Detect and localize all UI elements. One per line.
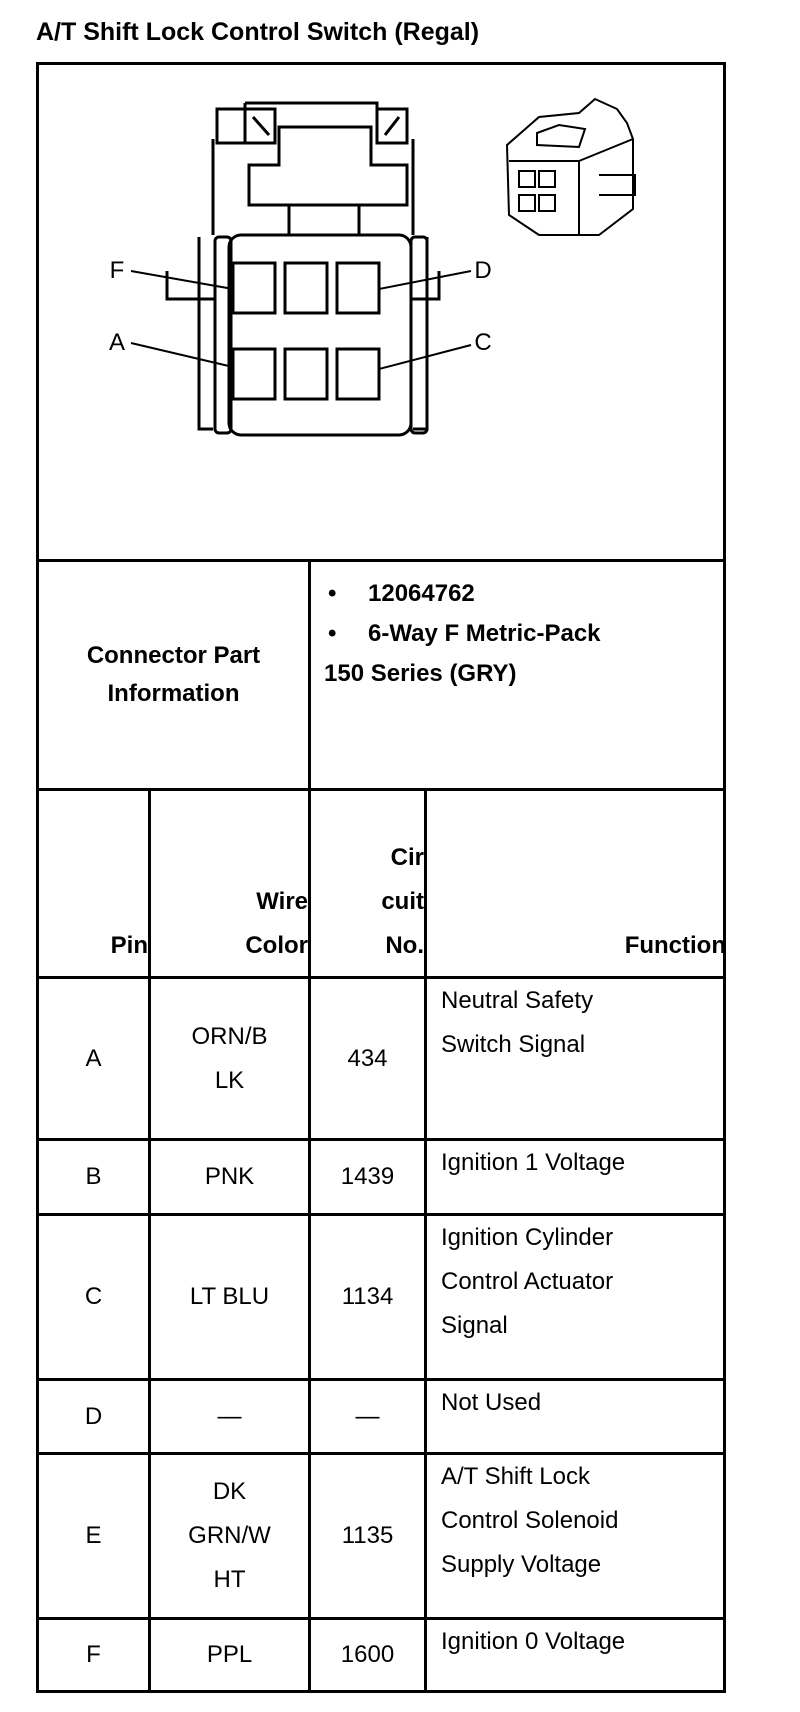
header-circuit-no-text: cuit	[381, 888, 424, 915]
part-number: 12064762	[368, 580, 475, 607]
function-cell-text: Switch Signal	[441, 1031, 586, 1058]
wire-color-cell-text: DK	[212, 1478, 247, 1505]
circuit-no-cell	[311, 1620, 424, 1690]
circuit-no-cell	[311, 1381, 424, 1452]
connector-series: 150 Series (GRY)	[324, 660, 517, 687]
wire-color-cell-text: PPL	[206, 1641, 253, 1668]
wire-color-cell	[151, 1455, 308, 1617]
table-divider	[36, 1690, 726, 1693]
divider	[723, 559, 726, 791]
pin-label-d: D	[474, 257, 492, 284]
pin-cell	[39, 1620, 148, 1690]
header-pin-text: Pin	[110, 932, 148, 959]
header-wire-color-text: Color	[245, 932, 308, 959]
pin-cell-text: F	[86, 1641, 101, 1668]
circuit-no-cell-text: 1439	[340, 1163, 395, 1190]
pin-cell	[39, 1381, 148, 1452]
function-cell	[427, 1216, 726, 1378]
header-wire-color	[151, 791, 308, 976]
pin-label-a: A	[108, 329, 125, 356]
header-pin	[39, 791, 148, 976]
circuit-no-cell-text: 1600	[340, 1641, 395, 1668]
function-cell	[427, 1141, 726, 1213]
connector-face-diagram	[39, 65, 723, 559]
pin-cell	[39, 1141, 148, 1213]
function-cell-text: Control Actuator	[441, 1268, 614, 1295]
function-cell-text: Ignition Cylinder	[441, 1224, 614, 1251]
wire-color-cell-text: GRN/W	[188, 1522, 271, 1549]
wire-color-cell-text: LT BLU	[189, 1283, 270, 1310]
wire-color-cell-text: LK	[214, 1066, 245, 1094]
function-cell-text: A/T Shift Lock	[441, 1463, 590, 1490]
wire-color-cell	[151, 979, 308, 1138]
connector-info-label	[39, 562, 308, 788]
header-function-text: Function	[624, 932, 726, 959]
pin-cell-text: D	[84, 1402, 103, 1430]
page-title: A/T Shift Lock Control Switch (Regal)	[36, 18, 480, 46]
circuit-no-cell-text: 1135	[341, 1522, 394, 1549]
wire-color-cell-text: HT	[213, 1566, 246, 1593]
function-cell-text: Neutral Safety	[441, 987, 594, 1014]
function-cell	[427, 1381, 726, 1452]
list-item: • 6-Way F Metric-Pack	[328, 620, 601, 647]
function-cell	[427, 1455, 726, 1617]
function-cell-text: Ignition 0 Voltage	[441, 1628, 626, 1655]
wire-color-cell	[151, 1381, 308, 1452]
connector-info-list	[324, 574, 601, 694]
connector-diagram-frame	[36, 62, 726, 562]
circuit-no-cell-text: —	[355, 1402, 380, 1430]
list-item: • 12064762	[328, 580, 475, 607]
divider	[308, 559, 311, 791]
wire-color-cell-text: —	[217, 1402, 242, 1430]
header-circuit-no	[311, 791, 424, 976]
pin-cell	[39, 1455, 148, 1617]
function-cell-text: Control Solenoid	[441, 1507, 619, 1534]
wire-color-cell-text: PNK	[204, 1163, 255, 1190]
wire-color-cell	[151, 1141, 308, 1213]
pin-cell-text: E	[85, 1522, 102, 1549]
function-cell-text: Ignition 1 Voltage	[441, 1149, 626, 1176]
function-cell	[427, 979, 726, 1138]
connector-type: 6-Way F Metric-Pack	[368, 620, 601, 647]
circuit-no-cell	[311, 1216, 424, 1378]
pin-cell-text: A	[85, 1044, 102, 1072]
function-cell-text: Signal	[441, 1312, 508, 1339]
circuit-no-cell-text: 1134	[341, 1283, 394, 1310]
function-cell-text: Supply Voltage	[441, 1551, 602, 1578]
header-circuit-no-text: Cir	[390, 844, 424, 871]
circuit-no-cell-text: 434	[347, 1044, 388, 1072]
pin-cell	[39, 1216, 148, 1378]
list-item	[324, 654, 601, 694]
circuit-no-cell	[311, 1141, 424, 1213]
header-function	[427, 791, 726, 976]
pin-cell	[39, 979, 148, 1138]
pin-label-c: C	[474, 329, 492, 356]
header-circuit-no-text: No.	[385, 932, 424, 959]
function-cell-text: Not Used	[441, 1389, 542, 1416]
wire-color-cell	[151, 1216, 308, 1378]
circuit-no-cell	[311, 1455, 424, 1617]
connector-info-label-text: Connector Part Information	[86, 642, 261, 707]
wire-color-cell	[151, 1620, 308, 1690]
wire-color-cell-text: ORN/B	[191, 1022, 268, 1050]
header-wire-color-text: Wire	[256, 888, 308, 915]
function-cell	[427, 1620, 726, 1690]
circuit-no-cell	[311, 979, 424, 1138]
pin-label-f: F	[109, 257, 125, 284]
pin-cell-text: C	[84, 1283, 103, 1310]
pin-cell-text: B	[85, 1163, 102, 1190]
